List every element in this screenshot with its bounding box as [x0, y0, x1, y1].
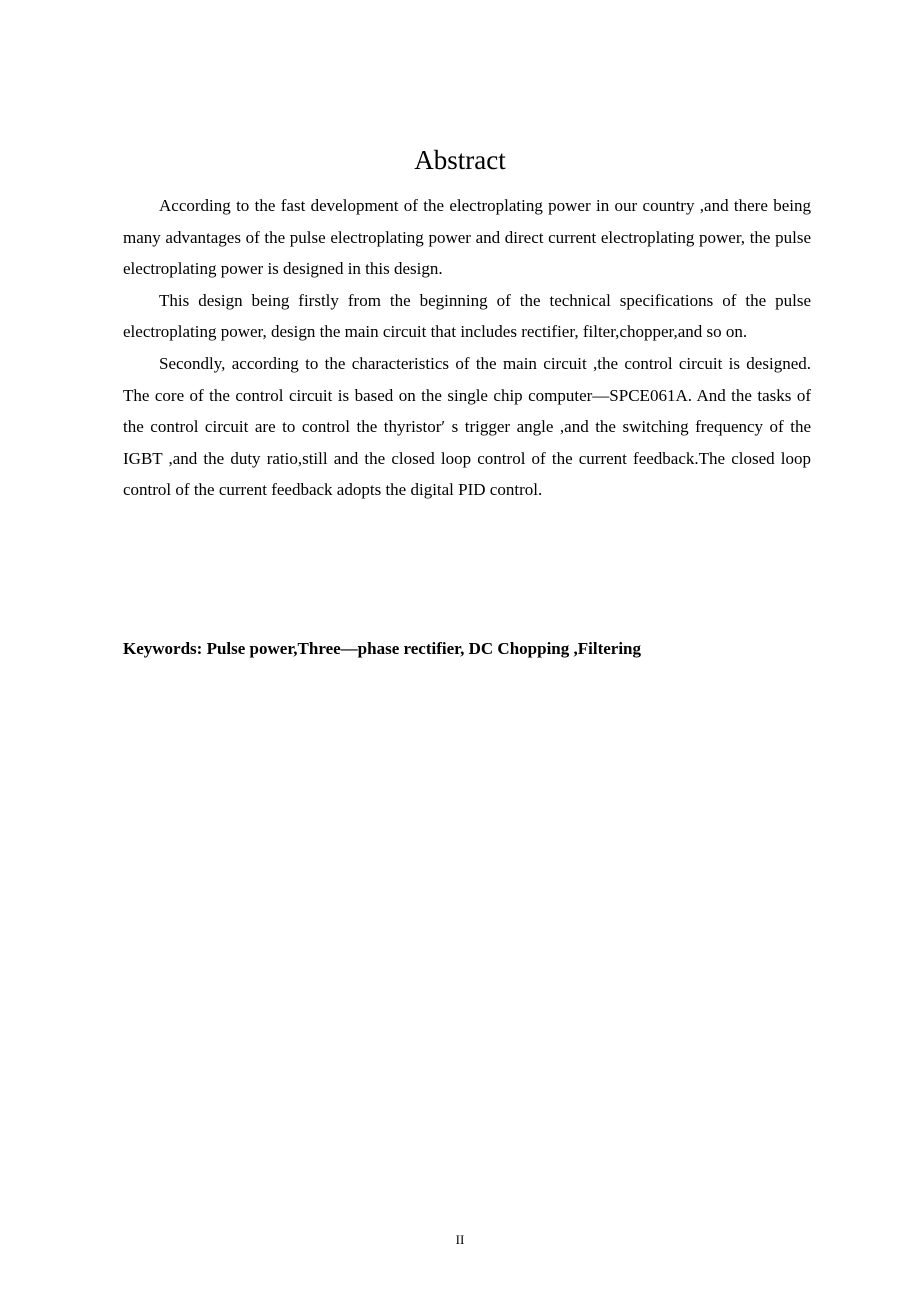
- abstract-body: [123, 190, 811, 506]
- abstract-title: Abstract: [414, 145, 506, 176]
- abstract-paragraph-2: This design being firstly from the beginning of the technical specifications of the pulse electroplating power, design the main circuit that includes rectifier, filter,chopper,and so on.: [123, 290, 811, 342]
- abstract-paragraph-3: Secondly, according to the characteristics of the main circuit ,the control circuit is designed. The core of the control circuit is based on the single chip computer—SPCE061A. And the tasks of the control circuit are to control the thyristor′ s trigger angle ,and the switching frequency of the IGBT ,and the duty ratio,still and the closed loop control of the current feedback.The closed loop control of the current feedback adopts the digital PID control.: [123, 353, 811, 500]
- keywords-line: Keywords: Pulse power,Three—phase rectifier, DC Chopping ,Filtering: [123, 639, 642, 658]
- abstract-paragraph-1: According to the fast development of the electroplating power in our country ,and there being many advantages of the pulse electroplating power and direct current electroplating power, the pulse electroplating power is designed in this design.: [123, 196, 811, 279]
- page-number: II: [455, 1232, 465, 1247]
